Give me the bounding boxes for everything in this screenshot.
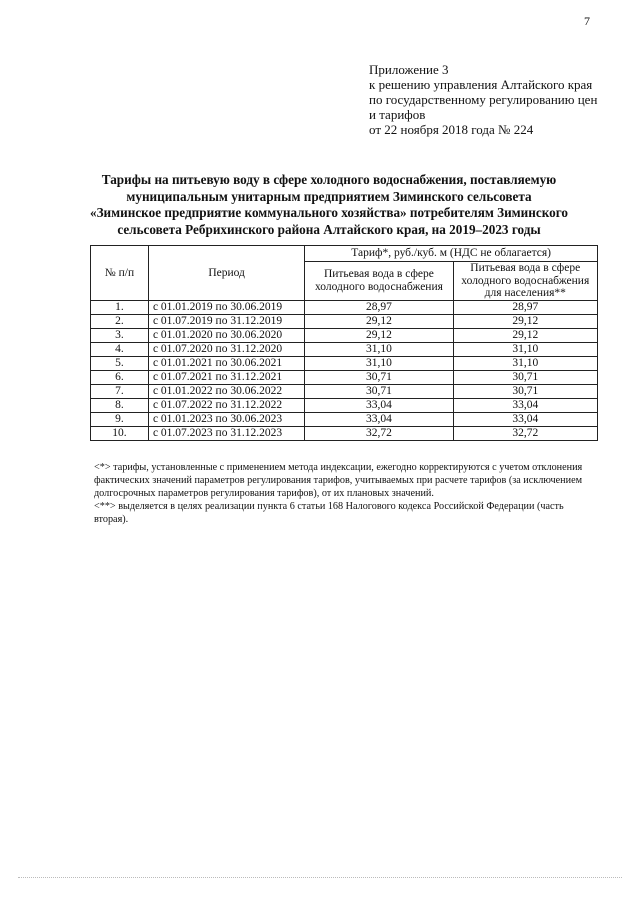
cell-period: с 01.01.2020 по 30.06.2020 bbox=[148, 328, 304, 342]
cell-tariff: 29,12 bbox=[305, 314, 453, 328]
table-row bbox=[91, 384, 598, 398]
cell-tariff-population: 33,04 bbox=[453, 412, 597, 426]
cell-tariff: 31,10 bbox=[305, 356, 453, 370]
table-row bbox=[91, 314, 598, 328]
cell-num: 9. bbox=[91, 412, 149, 426]
cell-period: с 01.01.2019 по 30.06.2019 bbox=[148, 300, 304, 314]
appendix-header bbox=[369, 62, 619, 137]
cell-tariff: 32,72 bbox=[305, 426, 453, 440]
cell-num: 3. bbox=[91, 328, 149, 342]
table-row bbox=[91, 356, 598, 370]
footnote: <**> выделяется в целях реализации пункта 6 статьи 168 Налогового кодекса Российской Федерации (часть вторая). bbox=[94, 501, 564, 525]
cell-period: с 01.01.2021 по 30.06.2021 bbox=[148, 356, 304, 370]
cell-period: с 01.07.2023 по 31.12.2023 bbox=[148, 426, 304, 440]
table-row bbox=[91, 300, 598, 314]
header-col2: Питьевая вода в сфере холодного водоснабжения для населения** bbox=[453, 262, 597, 301]
cell-num: 5. bbox=[91, 356, 149, 370]
cell-tariff-population: 31,10 bbox=[453, 342, 597, 356]
header-period: Период bbox=[148, 246, 304, 301]
cell-num: 2. bbox=[91, 314, 149, 328]
table-row bbox=[91, 412, 598, 426]
page-number: 7 bbox=[584, 14, 590, 28]
cell-tariff-population: 30,71 bbox=[453, 384, 597, 398]
cell-tariff-population: 29,12 bbox=[453, 328, 597, 342]
cell-num: 4. bbox=[91, 342, 149, 356]
cell-period: с 01.01.2023 по 30.06.2023 bbox=[148, 412, 304, 426]
page-bottom-rule bbox=[18, 877, 622, 878]
cell-num: 10. bbox=[91, 426, 149, 440]
cell-num: 6. bbox=[91, 370, 149, 384]
table-row bbox=[91, 370, 598, 384]
cell-period: с 01.07.2021 по 31.12.2021 bbox=[148, 370, 304, 384]
tariff-table bbox=[90, 245, 598, 441]
cell-period: с 01.07.2019 по 31.12.2019 bbox=[148, 314, 304, 328]
appendix-line: от 22 ноября 2018 года № 224 bbox=[369, 122, 534, 137]
table-row bbox=[91, 398, 598, 412]
cell-num: 1. bbox=[91, 300, 149, 314]
cell-tariff: 31,10 bbox=[305, 342, 453, 356]
document-title: Тарифы на питьевую воду в сфере холодного водоснабжения, поставляемую муниципальным унитарным предприятием Зиминского сельсовета «Зиминское предприятие коммунального хозяйства» потребителям Зиминского сельсовета Ребрихинского района Алтайского края, на 2019–2023 годы bbox=[90, 172, 568, 237]
cell-tariff: 30,71 bbox=[305, 384, 453, 398]
cell-tariff-population: 29,12 bbox=[453, 314, 597, 328]
cell-tariff: 28,97 bbox=[305, 300, 453, 314]
cell-period: с 01.01.2022 по 30.06.2022 bbox=[148, 384, 304, 398]
table-row bbox=[91, 342, 598, 356]
cell-tariff: 33,04 bbox=[305, 398, 453, 412]
table-row bbox=[91, 328, 598, 342]
appendix-line: и тарифов bbox=[369, 107, 426, 122]
footnotes bbox=[94, 461, 598, 526]
cell-num: 8. bbox=[91, 398, 149, 412]
cell-tariff: 30,71 bbox=[305, 370, 453, 384]
header-col1: Питьевая вода в сфере холодного водоснабжения bbox=[305, 262, 453, 301]
header-tariff: Тариф*, руб./куб. м (НДС не облагается) bbox=[305, 246, 598, 262]
cell-tariff-population: 30,71 bbox=[453, 370, 597, 384]
header-num: № п/п bbox=[91, 246, 149, 301]
cell-tariff: 29,12 bbox=[305, 328, 453, 342]
footnote: <*> тарифы, установленные с применением метода индексации, ежегодно корректируются с учетом отклонения фактических значений параметров регулирования тарифов, учитываемых при расчете тарифов (за исключением долгосрочных параметров регулирования тарифов), от их плановых значений. bbox=[94, 462, 583, 499]
appendix-line: Приложение 3 bbox=[369, 62, 449, 77]
cell-num: 7. bbox=[91, 384, 149, 398]
cell-period: с 01.07.2020 по 31.12.2020 bbox=[148, 342, 304, 356]
cell-tariff-population: 31,10 bbox=[453, 356, 597, 370]
cell-tariff: 33,04 bbox=[305, 412, 453, 426]
appendix-line: к решению управления Алтайского края bbox=[369, 77, 593, 92]
cell-tariff-population: 28,97 bbox=[453, 300, 597, 314]
cell-tariff-population: 33,04 bbox=[453, 398, 597, 412]
cell-tariff-population: 32,72 bbox=[453, 426, 597, 440]
appendix-line: по государственному регулированию цен bbox=[369, 92, 598, 107]
table-row bbox=[91, 426, 598, 440]
cell-period: с 01.07.2022 по 31.12.2022 bbox=[148, 398, 304, 412]
